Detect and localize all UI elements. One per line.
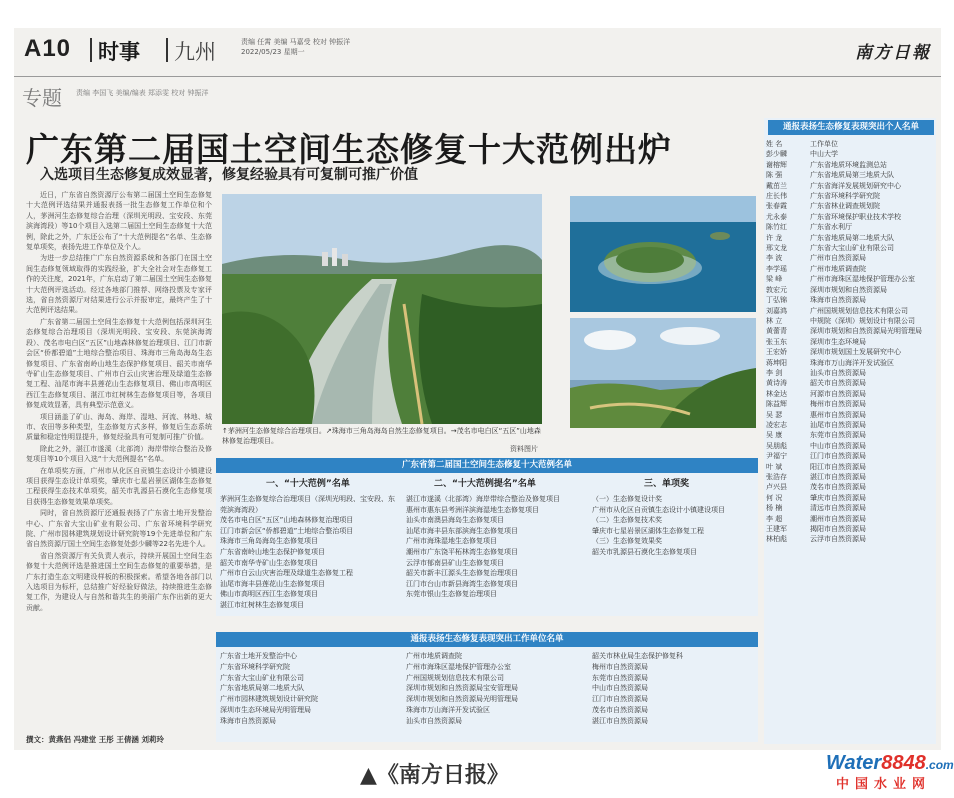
individual-unit: 江门市自然资源局 [810, 452, 866, 461]
unit-item: 中山市自然资源局 [592, 684, 648, 693]
individual-row [766, 149, 936, 159]
top-ten-item: 广州市白云山灾害治理及绿道生态修复工程 [220, 569, 353, 578]
individual-unit: 河源市自然资源局 [810, 389, 866, 398]
individual-unit: 广州市海珠区湿地保护管理办公室 [810, 275, 915, 284]
nominee-list [406, 494, 584, 600]
individual-row [766, 472, 936, 482]
award-item: 广州市从化区自贡镇生态设计小镇建设项目 [592, 505, 725, 514]
divider [166, 38, 168, 62]
units-list [220, 651, 398, 727]
individual-unit: 揭阳市自然资源局 [810, 525, 866, 534]
individual-unit: 广东省水利厅 [810, 223, 852, 232]
individual-unit: 东莞市自然资源局 [810, 431, 866, 440]
individual-row [766, 285, 936, 295]
unit-item: 韶关市林业局生态保护修复科 [592, 652, 683, 660]
top-ten-item: 湛江市红树林生态修复项目 [220, 600, 304, 609]
watermark-suffix: .com [925, 758, 954, 772]
individual-unit: 韶关市自然资源局 [810, 379, 866, 388]
award-item: （一）生态修复设计奖 [592, 495, 662, 503]
top-ten-item: 汕尾市海丰县莲花山生态修复项目 [220, 579, 325, 588]
individual-unit: 广州市自然资源局 [810, 254, 866, 263]
newspaper-logo: 南方日報 [855, 43, 931, 63]
individual-row [766, 264, 936, 274]
individual-unit: 中山市自然资源局 [810, 441, 866, 450]
newspaper-page [14, 28, 941, 750]
unit-item: 东莞市自然资源局 [592, 673, 648, 682]
individual-name: 吴 康 [766, 431, 783, 440]
individual-unit: 梅州市自然资源局 [810, 400, 866, 409]
top-ten-item: 茅洲河生态修复综合治理项目（深圳光明段、宝安段、东莞滨海湾段） [220, 495, 395, 514]
individual-unit: 湛江市自然资源局 [810, 473, 866, 481]
individuals-header [766, 139, 936, 149]
award-item: 韶关市乳源县石漠化生态修复项目 [592, 547, 697, 556]
individual-row [766, 524, 936, 534]
individual-name: 尹福宁 [766, 452, 787, 461]
unit-item: 广东省土地开发整治中心 [220, 652, 297, 660]
byline: 撰文：黄燕侣 冯建堂 王彤 王倩涵 刘莉玲 [26, 735, 164, 744]
header-name: 姓 名 [766, 140, 783, 148]
individual-unit: 惠州市自然资源局 [810, 410, 866, 419]
top-ten-item: 珠海市三角岛海岛生态修复项目 [220, 537, 318, 546]
individual-name: 李 剑 [766, 368, 783, 377]
individual-name: 黄蕾青 [766, 327, 787, 336]
unit-item: 深圳市规划和自然资源局宝安管理局 [406, 684, 518, 693]
individual-name: 林柏彪 [766, 535, 787, 544]
editor-line: 责编 任霄 美编 马嘉受 校对 钟振洋 [241, 38, 351, 46]
individual-name: 敦宏元 [766, 285, 787, 294]
unit-item: 广东省地质局第二地质大队 [220, 684, 304, 693]
individual-name: 丁弘锦 [766, 296, 787, 305]
unit-item: 江门市自然资源局 [592, 695, 648, 704]
unit-item: 汕头市自然资源局 [406, 716, 462, 725]
individual-row [766, 201, 936, 211]
individual-row [766, 378, 936, 388]
individual-unit: 清远市自然资源局 [810, 504, 866, 513]
river-photo [222, 194, 542, 424]
subsection-title: 九州 [174, 40, 216, 64]
unit-item: 广东省环境科学研究院 [220, 662, 290, 671]
individual-name: 庄长伟 [766, 192, 787, 201]
individual-name: 彭少麟 [766, 150, 787, 159]
individual-unit: 云浮市自然资源局 [810, 535, 866, 544]
individual-row [766, 420, 936, 430]
top-ten-col2-title: 二、“十大范例提名”名单 [434, 479, 536, 489]
individual-row [766, 253, 936, 263]
subheadline: 入选项目生态修复成效显著，修复经验具有可复制可推广价值 [40, 167, 418, 183]
individual-unit: 潮州市自然资源局 [810, 514, 866, 523]
individual-row [766, 337, 936, 347]
top-ten-item: 佛山市高明区西江生态修复项目 [220, 590, 318, 599]
header-unit: 工作单位 [810, 140, 838, 148]
individual-unit: 广东省海洋发展规划研究中心 [810, 181, 901, 190]
article-paragraph: 在单项奖方面，广州市从化区自贡镇生态设计小镇建设项目获得生态设计单项奖，肇庆市七星岩景区湖体生态修复工程获得生态技术单项奖，韶关市乳源县石漠化生态修复项目获得生态修复效果单项奖。 [26, 466, 212, 506]
masthead [14, 28, 941, 77]
single-award-list [592, 494, 756, 558]
individual-row [766, 451, 936, 461]
unit-item: 珠海市万山海洋开发试验区 [406, 705, 490, 714]
individual-name: 李学瑶 [766, 264, 787, 273]
individual-row [766, 274, 936, 284]
individual-name: 叶 斌 [766, 462, 783, 471]
individual-unit: 广东省地质环境监测总站 [810, 160, 887, 169]
nominee-item: 东莞市银山生态修复治理项目 [406, 590, 497, 599]
individual-name: 林金达 [766, 389, 787, 398]
topic-label: 专题 [22, 86, 62, 110]
nominee-item: 汕尾市海丰县东部滨海生态修复项目 [406, 526, 518, 535]
individual-row [766, 399, 936, 409]
individual-row [766, 503, 936, 513]
individual-row [766, 389, 936, 399]
nominee-item: 韶关市新丰江源头生态修复治理项目 [406, 569, 518, 578]
individual-unit: 广州市地质调查院 [810, 264, 866, 273]
individual-name: 吴朋彪 [766, 441, 787, 450]
individual-name: 凌宏志 [766, 420, 787, 429]
date-line: 2022/05/23 星期一 [241, 48, 305, 56]
individual-name: 尤永泰 [766, 212, 787, 221]
individual-unit: 深圳市生态环境局 [810, 337, 866, 346]
top-ten-list [220, 494, 398, 611]
individual-name: 刘嘉鸿 [766, 306, 787, 315]
nominee-item: 惠州市惠东县考洲洋滨海湿地生态修复项目 [406, 505, 539, 514]
watermark-logo [826, 752, 954, 775]
unit-item: 深圳市生态环境局光明管理局 [220, 705, 311, 714]
individual-name: 邢文龙 [766, 244, 787, 253]
individual-name: 谢榕辉 [766, 160, 787, 169]
individual-name: 王建军 [766, 525, 787, 534]
nominee-item: 湛江市遂溪（北部湾）海岸带综合整治及修复项目 [406, 495, 560, 503]
individual-unit: 广东省地质局第三地质大队 [810, 171, 894, 180]
editor-info [241, 37, 350, 57]
individual-unit: 茂名市自然资源局 [810, 483, 866, 492]
individual-name: 蒋坤阳 [766, 358, 787, 367]
nominee-item: 云浮市郁南县矿山生态修复项目 [406, 558, 504, 567]
individual-row [766, 441, 936, 451]
unit-item: 梅州市自然资源局 [592, 662, 648, 671]
individual-unit: 广东省地质局第二地质大队 [810, 233, 894, 242]
individual-row [766, 181, 936, 191]
individual-row [766, 222, 936, 232]
nominee-item: 汕头市南澳县海岛生态修复项目 [406, 516, 504, 525]
individual-row [766, 295, 936, 305]
watermark-number: 8848 [881, 752, 926, 774]
individual-name: 张浩存 [766, 473, 787, 481]
unit-item: 广东省大宝山矿业有限公司 [220, 673, 304, 682]
individual-row [766, 191, 936, 201]
page-number: A10 [24, 35, 72, 62]
individual-unit: 广东省林业调查规划院 [810, 202, 880, 211]
individual-row [766, 212, 936, 222]
individual-row [766, 462, 936, 472]
article-paragraph: 除此之外，湛江市遂溪（北部湾）海岸带综合整治及修复项目等10个项目入选“十大范例提名”名单。 [26, 444, 212, 464]
individual-row [766, 358, 936, 368]
individual-row [766, 233, 936, 243]
individual-name: 陈益辉 [766, 400, 787, 409]
article-body [26, 190, 212, 730]
individual-name: 黄诗涛 [766, 379, 787, 388]
unit-item: 广州市地质调查院 [406, 652, 462, 660]
nominee-item: 广州市海珠湿地生态修复项目 [406, 537, 497, 546]
island-photo [570, 196, 756, 312]
headline: 广东第二届国土空间生态修复十大范例出炉 [26, 130, 672, 169]
divider [90, 38, 92, 62]
individual-name: 王宏娇 [766, 348, 787, 357]
individual-name: 戴茁兰 [766, 181, 787, 190]
watermark-cn: 中国水业网 [836, 777, 932, 792]
individual-name: 何 况 [766, 493, 783, 502]
individuals-title: 通报表扬生态修复表现突出个人名单 [768, 120, 934, 135]
top-ten-item: 广东省南岭山地生态保护修复项目 [220, 547, 325, 556]
top-ten-item: 韶关市南华寺矿山生态修复项目 [220, 558, 318, 567]
individual-name: 陈竹红 [766, 223, 787, 232]
top-ten-item: 江门市新会区“侨都碧道”土地综合整治项目 [220, 526, 354, 535]
individual-row [766, 170, 936, 180]
individual-unit: 广东省大宝山矿业有限公司 [810, 244, 894, 253]
individual-name: 李 超 [766, 514, 783, 523]
individual-row [766, 326, 936, 336]
unit-item: 茂名市自然资源局 [592, 705, 648, 714]
individual-row [766, 243, 936, 253]
individual-name: 陈 强 [766, 171, 783, 180]
individual-unit: 广东省环境保护职业技术学校 [810, 212, 901, 221]
unit-item: 广州市海珠区湿地保护管理办公室 [406, 662, 511, 671]
article-paragraph: 近日，广东省自然资源厅公布第二届国土空间生态修复十大范例评选结果并通报表扬一批生态修复工作单位和个人，茅洲河生态修复综合治理（深圳光明段、宝安段、东莞滨海湾段）等10个项目入选第二届国土空间生态修复十大范例，除此之外，广东还公布了“十大范例提名”名单、生态修复单项奖，表扬先进工作单位及个人。 [26, 191, 212, 252]
article-paragraph: 广东省第二届国土空间生态修复十大范例包括深圳河生态修复综合治理项目（深圳光明段、宝安段、东莞滨海湾段）、茂名市电白区“五区”山地森林修复治理项目、江门市新会区“侨都碧道”土地综合整治项目、珠海市三角岛海岛生态修复项目、广东省南岭山地生态保护修复项目、韶关市南华寺矿山生态修复项目、广州市白云山灾害治理及绿道生态修复工程、汕尾市海丰县莲花山生态修复项目、佛山市高明区西江生态修复项目、湛江市红树林生态修复项目等，各项目修复成效显著，具有典型示范意义。 [26, 317, 212, 410]
individual-row [766, 306, 936, 316]
individual-name: 吴 瑟 [766, 410, 783, 419]
photo-caption: ↑茅洲河生态修复综合治理项目。↗珠海市三角岛海岛自然生态修复项目。→茂名市电白区“五区”山地森林修复治理项目。 [222, 427, 541, 445]
individual-unit: 广东省环境科学研究院 [810, 192, 880, 201]
individual-name: 卢兴县 [766, 483, 787, 492]
individual-unit: 广州国规规划信息技术有限公司 [810, 306, 908, 315]
individual-row [766, 160, 936, 170]
article-paragraph: 为进一步总结推广广东自然资源系统和各部门在国土空间生态修复领域取得的实践经验，扩大全社会对生态修复工作的关注度，2021年，广东启动了第二届国土空间生态修复十大范例评选活动。经过各地部门推荐、网络投票及专家评选，省自然资源厅对结果进行公示并报审定，最终产生了十大范例评选结果。 [26, 254, 212, 315]
topic-editors: 责编 李国飞 美编/编表 郑添雯 校对 钟振洋 [76, 89, 209, 97]
units-table-title: 通报表扬生态修复表现突出工作单位名单 [216, 632, 758, 647]
individual-row [766, 410, 936, 420]
nominee-item: 江门市台山市新县海湾生态修复项目 [406, 579, 518, 588]
individuals-list [766, 139, 936, 545]
unit-item: 湛江市自然资源局 [592, 716, 648, 725]
individual-row [766, 514, 936, 524]
section-title: 时事 [98, 40, 140, 64]
units-list [406, 651, 584, 727]
individual-row [766, 430, 936, 440]
individual-name: 张春霞 [766, 202, 787, 211]
individual-name: 杨 楠 [766, 504, 783, 513]
award-item: （二）生态修复技术奖 [592, 516, 662, 525]
units-list [592, 651, 756, 727]
individual-row [766, 534, 936, 544]
individual-unit: 汕尾市自然资源局 [810, 420, 866, 429]
individual-name: 梁 峰 [766, 275, 783, 284]
article-paragraph: 省自然资源厅有关负责人表示，持续开展国土空间生态修复十大范例评选是推进国土空间生态修复的重要举措，是广东打造生态文明建设样板的积极探索。希望各地各部门以入选项目为标杆，总结推广好经验好做法，持续推进生态修复工作，为建设人与自然和谐共生的美丽广东作出新的更大贡献。 [26, 551, 212, 612]
individual-unit: 深圳市规划和自然资源局 [810, 285, 887, 294]
individual-unit: 深圳市规划和自然资源局光明管理局 [810, 327, 922, 336]
article-paragraph: 项目涵盖了矿山、海岛、海岸、湿地、河流、林地、城市、农田等多种类型，生态修复方式多样，修复后生态系统质量和稳定性明显提升，修复经验具有可复制可推广价值。 [26, 412, 212, 442]
individual-name: 李 波 [766, 254, 783, 263]
individual-unit: 珠海市自然资源局 [810, 296, 866, 305]
individual-row [766, 316, 936, 326]
individual-unit: 中山大学 [810, 150, 838, 159]
individual-unit: 阳江市自然资源局 [810, 462, 866, 471]
top-ten-col3-title: 三、单项奖 [644, 479, 690, 489]
unit-item: 珠海市自然资源局 [220, 716, 276, 725]
award-item: 肇庆市七星岩景区湖体生态修复工程 [592, 526, 704, 535]
individual-unit: 中规院（深圳）规划设计有限公司 [810, 316, 915, 325]
forest-photo [570, 318, 756, 428]
individual-row [766, 368, 936, 378]
individual-row [766, 493, 936, 503]
nominee-item: 潮州市广东饶平柘林湾生态修复项目 [406, 547, 518, 556]
unit-item: 广州市园林建筑规划设计研究院 [220, 695, 318, 704]
unit-item: 广州国规规划信息技术有限公司 [406, 673, 504, 682]
individual-name: 林 立 [766, 316, 783, 325]
photo-credit: 资料图片 [510, 445, 538, 453]
individual-unit: 肇庆市自然资源局 [810, 493, 866, 502]
watermark-brand: Water [826, 752, 882, 774]
individual-unit: 珠海市万山海洋开发试验区 [810, 358, 894, 367]
individual-name: 张玉东 [766, 337, 787, 346]
award-item: （三）生态修复效果奖 [592, 537, 662, 546]
top-ten-item: 茂名市电白区“五区”山地森林修复治理项目 [220, 516, 354, 525]
top-ten-title: 广东省第二届国土空间生态修复十大范例名单 [216, 458, 758, 473]
article-paragraph: 同时，省自然资源厅还通报表扬了广东省土地开发整治中心、广东省大宝山矿业有限公司、广东省环境科学研究院、广州市园林建筑规划设计研究院等19个先进单位和广东省自然资源厅国土空间生态修复处彭少麟等22名先进个人。 [26, 509, 212, 549]
individual-name: 许 龙 [766, 233, 783, 242]
source-caption: ▲《南方日报》 [360, 763, 509, 788]
unit-item: 深圳市规划和自然资源局光明管理局 [406, 695, 518, 704]
top-ten-col1-title: 一、“十大范例”名单 [266, 479, 350, 489]
individual-row [766, 482, 936, 492]
individual-row [766, 347, 936, 357]
individual-unit: 汕头市自然资源局 [810, 368, 866, 377]
individual-unit: 深圳市规划国土发展研究中心 [810, 348, 901, 357]
